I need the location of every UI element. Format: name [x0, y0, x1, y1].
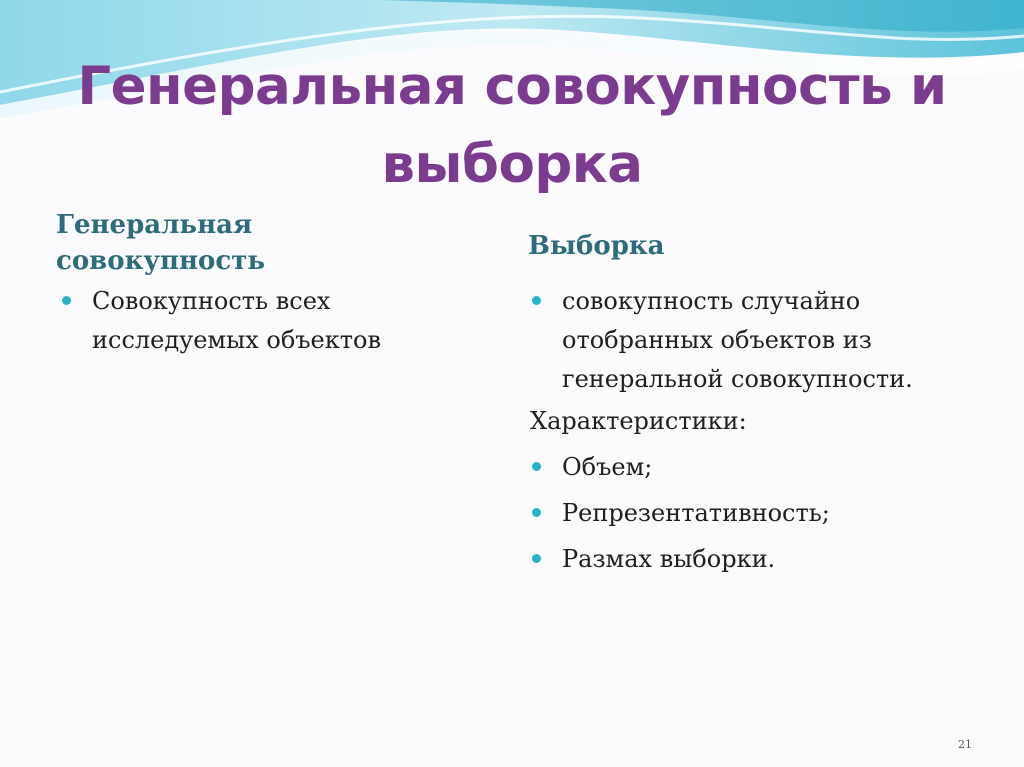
- list-item: [58, 282, 458, 360]
- characteristic-range: Размах выборки.: [562, 545, 776, 573]
- population-line2: исследуемых объектов: [92, 326, 381, 354]
- list-item: [528, 282, 988, 399]
- characteristics-label: Характеристики:: [530, 407, 747, 435]
- slide-title: Генеральная совокупность и выборка: [77, 56, 947, 195]
- definition-line3: генеральной совокупности.: [562, 365, 913, 393]
- definition-line2: отобранных объектов из: [562, 326, 872, 354]
- population-list: [58, 282, 458, 360]
- list-item: [528, 540, 988, 579]
- population-line1: Совокупность всех: [92, 287, 331, 315]
- bullet-dot-icon: [532, 554, 541, 563]
- bullet-dot-icon: [532, 296, 541, 305]
- characteristics-list: [528, 448, 988, 586]
- heading-population-line2: совокупность: [56, 246, 265, 276]
- list-item: [528, 448, 988, 487]
- heading-sample: Выборка: [528, 231, 665, 261]
- bullet-dot-icon: [532, 462, 541, 471]
- heading-population: [56, 207, 376, 279]
- page-number: 21: [958, 738, 972, 751]
- list-item: [528, 494, 988, 533]
- heading-population-line1: Генеральная: [56, 210, 253, 240]
- sample-definition-list: [528, 282, 988, 399]
- bullet-dot-icon: [532, 508, 541, 517]
- definition-line1: совокупность случайно: [562, 287, 861, 315]
- characteristic-representativeness: Репрезентативность;: [562, 499, 830, 527]
- bullet-dot-icon: [62, 296, 71, 305]
- characteristic-volume: Объем;: [562, 453, 653, 481]
